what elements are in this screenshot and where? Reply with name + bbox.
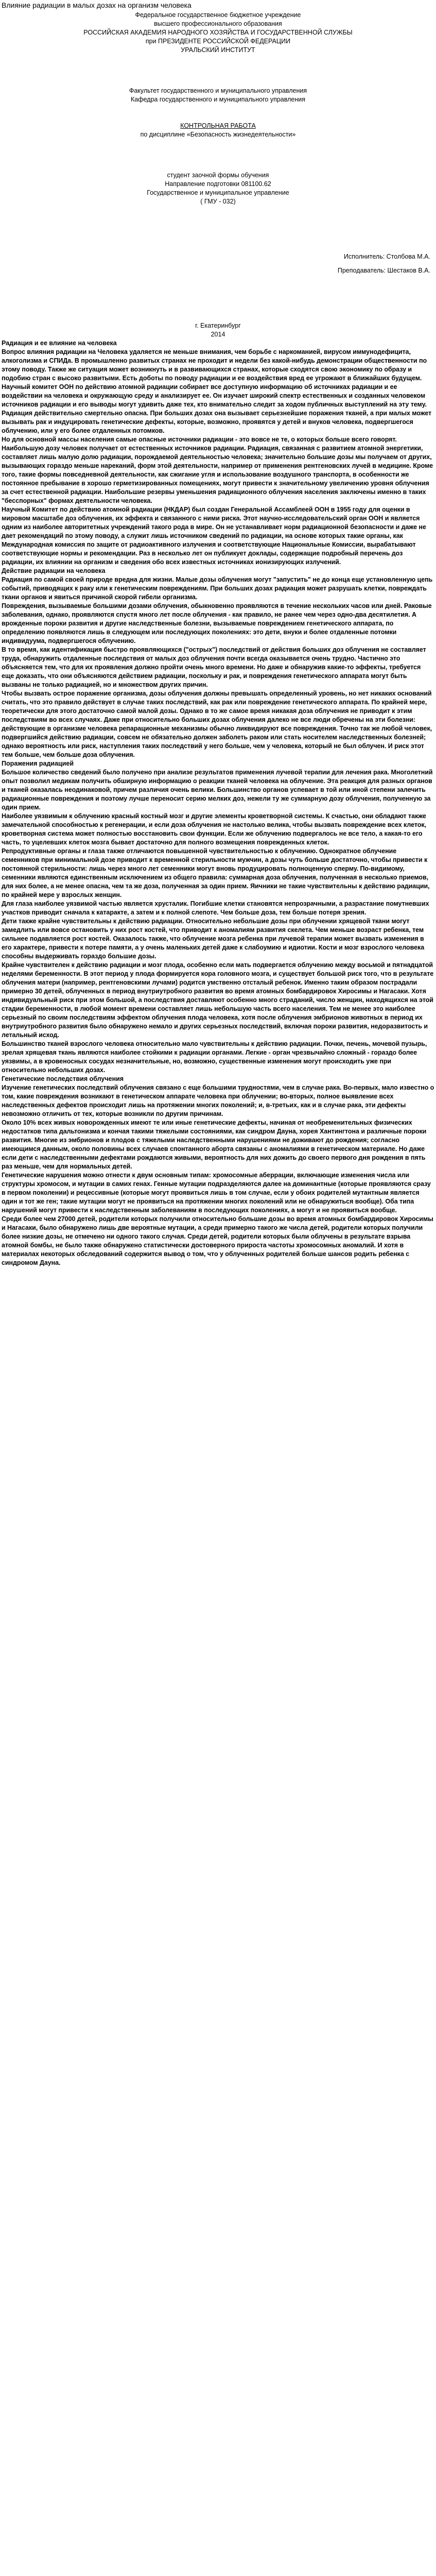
discipline-line: по дисциплине «Безопасность жизнедеятельности» bbox=[140, 131, 296, 138]
spacer bbox=[2, 206, 434, 252]
city-line: г. Екатеринбург bbox=[195, 322, 241, 329]
document-page bbox=[2, 0, 434, 2576]
paragraph: Большинство тканей взрослого человека относительно мало чувствительны к действию радиации. Почки, печень, мочевой пузырь, зрелая хрящевая ткань являются наиболее стойкими к радиации органами. Легкие - орган чрезвычайно сложный - гораздо более уязвимы, а в кровеносных сосудах незначительные, но, возможно, существенные изменения могут происходить уже при относительно небольших дозах. bbox=[2, 1040, 427, 1074]
executor-line: Исполнитель: Столбова М.А. bbox=[343, 253, 430, 260]
department-line: Кафедра государственного и муниципального управления bbox=[130, 96, 305, 103]
paragraph: Репродуктивные органы и глаза также отличаются повышенной чувствительностью к облучению. Однократное облучение семенников при минимальной дозе приводит к временной стерильности мужчин, а дозы чуть больше достаточно, чтобы привести к постоянной стерильности: лишь через много лет семенники могут вновь продуцировать полноценную сперму. По-видимому, семенники являются единственным исключением из общего правила: суммарная доза облучения, полученная в несколько приемов, для них более, а не менее опасна, чем та же доза, полученная за один прием. Яичники не такие чувствительны к действию радиации, по крайней мере у взрослых женщин. bbox=[2, 848, 430, 899]
student-line-1: студент заочной формы обучения bbox=[167, 172, 269, 179]
paragraph: Дети также крайне чувствительны к действию радиации. Относительно небольшие дозы при облучении хрящевой ткани могут замедлить или вовсе остановить у них рост костей, что приводит к аномалиям развития скелета. Чем меньше возраст ребенка, тем сильнее подавляется рост костей. Оказалось также, что облучение мозга ребенка при лучевой терапии может вызвать изменения в его характере, привести к потере памяти, а у очень маленьких детей даже к слабоумию и идиотии. Кости и мозг взрослого человека способны выдерживать гораздо большие дозы. bbox=[2, 918, 425, 960]
paragraph: Но для основной массы населения самые опасные источники радиации - это вовсе не те, о которых больше всего говорят. Наибольшую дозу человек получает от естественных источников радиации. Радиация, связанная с развитием атомной энергетики, составляет лишь малую долю радиации, порождаемой деятельностью человека; значительно большие дозы мы получаем от других, вызывающих гораздо меньше нареканий, форм этой деятельности, например от применения рентгеновских лучей в медицине. Кроме того, такие формы повседневной деятельности, как сжигание угля и использование воздушного транспорта, в особенности же постоянное пребывание в хорошо герметизированных помещениях, могут привести к значительному увеличению уровня облучения за счет естественной радиации. Наибольшие резервы уменьшения радиационного облучения населения заключены именно в таких "бесспорных" формах деятельности человека. bbox=[2, 436, 433, 504]
section-heading: Генетические последствия облучения bbox=[2, 1075, 124, 1082]
work-type: КОНТРОЛЬНАЯ РАБОТА bbox=[180, 122, 256, 129]
paragraph: Чтобы вызвать острое поражение организма, дозы облучения должны превышать определенный уровень, но нет никаких оснований считать, что это правило действует в случае таких последствий, как рак или повреждение генетического аппарата. По крайней мере, теоретически для этого достаточно самой малой дозы. Однако в то же самое время никакая доза облучения не приводит к этим последствиям во всех случаях. Даже при относительно больших дозах облучения далеко не все люди обречены на эти болезни: действующие в организме человека репарационные механизмы обычно ликвидируют все повреждения. Точно так же любой человек, подвергшийся действию радиации, совсем не обязательно должен заболеть раком или стать носителем наследственных болезней; однако вероятность или риск, наступления таких последствий у него больше, чем у человека, который не был облучен. И риск этот тем больше, чем больше доза облучения. bbox=[2, 690, 432, 758]
header-line-2: высшего профессионального образования bbox=[154, 20, 282, 27]
paragraph: Научный Комитет по действию атомной радиации (НКДАР) был создан Генеральной Ассамблеей ООН в 1955 году для оценки в мировом масштабе доз облучения, их эффекта и связанного с ними риска. Этот научно-исследовательский орган ООН и является одним из наиболее авторитетных учреждений такого рода в мире. Он не устанавливает норм радиационной безопасности и даже не дает рекомендаций по этому поводу, а служит лишь источником сведений по радиации, на основе которых такие органы, как Международная комиссия по защите от радиоактивного излучения и соответствующие Национальные Комиссии, вырабатывают соответствующие нормы и рекомендации. Раз в несколько лет он публикует доклады, содержащие подробный перечень доз радиации, их влиянии на организм и сведения обо всех известных источниках ионизирующих излучений. bbox=[2, 506, 426, 566]
student-line-4: ( ГМУ - 032) bbox=[200, 198, 236, 205]
header-line-1: Федеральное государственное бюджетное учреждение bbox=[135, 11, 301, 19]
spacer bbox=[2, 139, 434, 171]
header-line-5: УРАЛЬСКИЙ ИНСТИТУТ bbox=[181, 46, 255, 54]
header-line-3: РОССИЙСКАЯ АКАДЕМИЯ НАРОДНОГО ХОЗЯЙСТВА И ГОСУДАРСТВЕННОЙ СЛУЖБЫ bbox=[83, 29, 353, 36]
year-line: 2014 bbox=[211, 331, 225, 338]
section-heading: Радиация и ее влияние на человека bbox=[2, 340, 117, 347]
document-title: Влияние радиации в малых дозах на организм человека bbox=[2, 1, 191, 9]
paragraph: Радиация действительно смертельно опасна. При больших дозах она вызывает серьезнейшие поражения тканей, а при малых может вызывать рак и индуцировать генетические дефекты, которые, возможно, проявятся у детей и внуков человека, подвергшегося облучению, или у его более отдаленных потомков. bbox=[2, 410, 432, 434]
student-line-3: Государственное и муниципальное управление bbox=[147, 189, 289, 196]
paragraph: Генетические нарушения можно отнести к двум основным типам: хромосомные аберрации, включающие изменения числа или структуры хромосом, и мутации в самих генах. Генные мутации подразделяются далее на доминантные (которые проявляются сразу в первом поколении) и рецессивные (которые могут проявиться лишь в том случае, если у обоих родителей мутантным является один и тот же ген; такие мутации могут не проявиться на протяжении многих поколений или не обнаружиться вообще). Оба типа нарушений могут привести к наследственным заболеваниям в последующих поколениях, а могут и не проявиться вообще. bbox=[2, 1172, 431, 1214]
paragraph: Большое количество сведений было получено при анализе результатов применения лучевой терапии для лечения рака. Многолетний опыт позволил медикам получить обширную информацию о реакции тканей человека на облучение. Эта реакция для разных органов и тканей оказалась неодинаковой, причем различия очень велики. Большинство органов успевает в той или иной степени залечить радиационные повреждения и поэтому лучше переносит серию мелких доз, нежели ту же суммарную дозу облучения, полученную за один прием. bbox=[2, 769, 433, 811]
paragraph: Повреждения, вызываемые большими дозами облучения, обыкновенно проявляются в течение нескольких часов или дней. Раковые заболевания, однако, проявляются спустя много лет после облучения - как правило, не ранее чем через одно-два десятилетия. А врожденные пороки развития и другие наследственные болезни, вызываемые повреждением генетического аппарата, по определению появляются лишь в следующем или последующих поколениях: это дети, внуки и более отдаленные потомки индивидуума, подвергшегося облучению. bbox=[2, 602, 432, 645]
paragraph: Научный комитет ООН по действию атомной радиации собирает все доступную информацию об источниках радиации и ее воздействии на человека и окружающую среду и анализирует ее. Он изучает широкий спектр естественных и созданных человеком источников радиации и его выводы могут удивить даже тех, кто внимательно следит за ходом публичных выступлений на эту тему. bbox=[2, 383, 427, 408]
paragraph: Радиация по самой своей природе вредна для жизни. Малые дозы облучения могут "запустить" не до конца еще установленную цепь событий, приводящих к раку или к генетическим повреждениям. При больших дозах радиация может разрушать клетки, повреждать ткани органов и явиться причиной скорой гибели организма. bbox=[2, 576, 433, 601]
paragraph: Около 10% всех живых новорожденных имеют те или иные генетические дефекты, начиная от необременительных физических недостатков типа дальтонизма и кончая такими тяжелыми состояниями, как синдром Дауна, хорея Хантингтона и различные пороки развития. Многие из эмбрионов и плодов с тяжелыми наследственными нарушениями не доживают до рождения; согласно имеющимся данным, около половины всех случаев спонтанного аборта связаны с аномалиями в генетическом материале. Но даже если дети с наследственными дефектами рождаются живыми, вероятность для них дожить до своего первого дня рождения в пять раз меньше, чем для нормальных детей. bbox=[2, 1119, 427, 1170]
spacer bbox=[2, 104, 434, 122]
paragraph: В то время, как идентификация быстро проявляющихся ("острых") последствий от действия больших доз облучения не составляет труда, обнаружить отдаленные последствия от малых доз облучения почти всегда оказывается очень трудно. Частично это объясняется тем, что для их проявления должно пройти очень много времени. Но даже и обнаружив какие-то эффекты, требуется еще доказать, что они объясняются действием радиации, поскольку и рак, и повреждения генетического аппарата могут быть вызваны не только радиацией, но и множеством других причин. bbox=[2, 646, 426, 688]
spacer bbox=[2, 275, 434, 321]
section-heading: Действие радиации на человека bbox=[2, 567, 106, 574]
faculty-line: Факультет государственного и муниципального управления bbox=[129, 87, 307, 94]
student-line-2: Направление подготовки 081100.62 bbox=[165, 180, 271, 188]
paragraph: Для глаза наиболее уязвимой частью является хрусталик. Погибшие клетки становятся непрозрачными, а разрастание помутневших участков приводит сначала к катаракте, а затем и к полной слепоте. Чем больше доза, тем больше потеря зрения. bbox=[2, 900, 429, 916]
paragraph: Изучение генетических последствий облучения связано с еще большими трудностями, чем в случае рака. Во-первых, мало известно о том, какие повреждения возникают в генетическом аппарате человека при облучении; во-вторых, полное выявление всех наследственных дефектов происходит лишь на протяжении многих поколений; и, в-третьих, как и в случае рака, эти дефекты невозможно отличить от тех, которые возникли по другим причинам. bbox=[2, 1084, 434, 1117]
paragraph: Крайне чувствителен к действию радиации и мозг плода, особенно если мать подвергается облучению между восьмой и пятнадцатой неделями беременности. В этот период у плода формируется кора головного мозга, и существует большой риск того, что в результате облучения матери (например, рентгеновскими лучами) родится умственно отсталый ребенок. Именно таким образом пострадали примерно 30 детей, облученных в период внутриутробного развития во время атомных бомбардировок Хиросимы и Нагасаки. Хотя индивидуальный риск при этом большой, а последствия доставляют особенно много страданий, число женщин, находящихся на этой стадии беременности, в любой момент времени составляет лишь небольшую часть всего населения. Тем не менее это наиболее серьезный по своим последствиям эффектом облучения плода человека, хотя после облучения эмбрионов животных в период их внутриутробного развития было обнаружено немало и других серьезных последствий, включая пороки развития, недоразвитость и летальный исход. bbox=[2, 961, 434, 1039]
header-line-4: при ПРЕЗИДЕНТЕ РОССИЙСКОЙ ФЕДЕРАЦИИ bbox=[145, 38, 291, 45]
paragraph: Наиболее уязвимым к облучению красный костный мозг и другие элементы кроветворной системы. К счастью, они обладают также замечательной способностью к регенерации, и если доза облучения не настолько велика, чтобы вызвать повреждение всех клеток, кроветворная система может полностью восстановить свои функции. Если же облучению подвергалось не все тело, а какая-то его часть, то уцелевших клеток мозга бывает достаточно для полного возмещения поврежденных клеток. bbox=[2, 812, 426, 846]
spacer bbox=[2, 55, 434, 87]
teacher-line: Преподаватель: Шестаков В.А. bbox=[337, 267, 430, 274]
document-body bbox=[2, 339, 434, 1267]
section-heading: Поражения радиацией bbox=[2, 760, 74, 767]
paragraph: Вопрос влияния радиации на Человека удаляется не меньше внимания, чем борьбе с наркоманией, вирусом иммунодефицита, алкоголизма и СПИДа. В промышленно развитых странах не проходит и недели без какой-нибудь демонстрации общественности по этому поводу. Также же ситуация может возникнуть и в развивающихся странах, которые сходятся свою экономику по образу и подобию стран с высоко развитыми. Есть доботы по поводу радиации и ее воздействия вред ее угрожают в ближайших будущем. bbox=[2, 348, 427, 382]
paragraph: Среди более чем 27000 детей, родители которых получили относительно большие дозы во время атомных бомбардировок Хиросимы и Нагасаки, было обнаружено лишь две вероятные мутации, а среди примерно такого же числа детей, родители которых получили более низкие дозы, не отмечено ни одного такого случая. Среди детей, родители которых были облучены в результате взрыва атомной бомбы, не было также обнаружено статистически достоверного прироста частоты хромосомных аномалий. И хотя в материалах некоторых обследований содержится вывод о том, что у облученных родителей больше шансов родить ребенка с синдромом Дауна. bbox=[2, 1215, 433, 1266]
